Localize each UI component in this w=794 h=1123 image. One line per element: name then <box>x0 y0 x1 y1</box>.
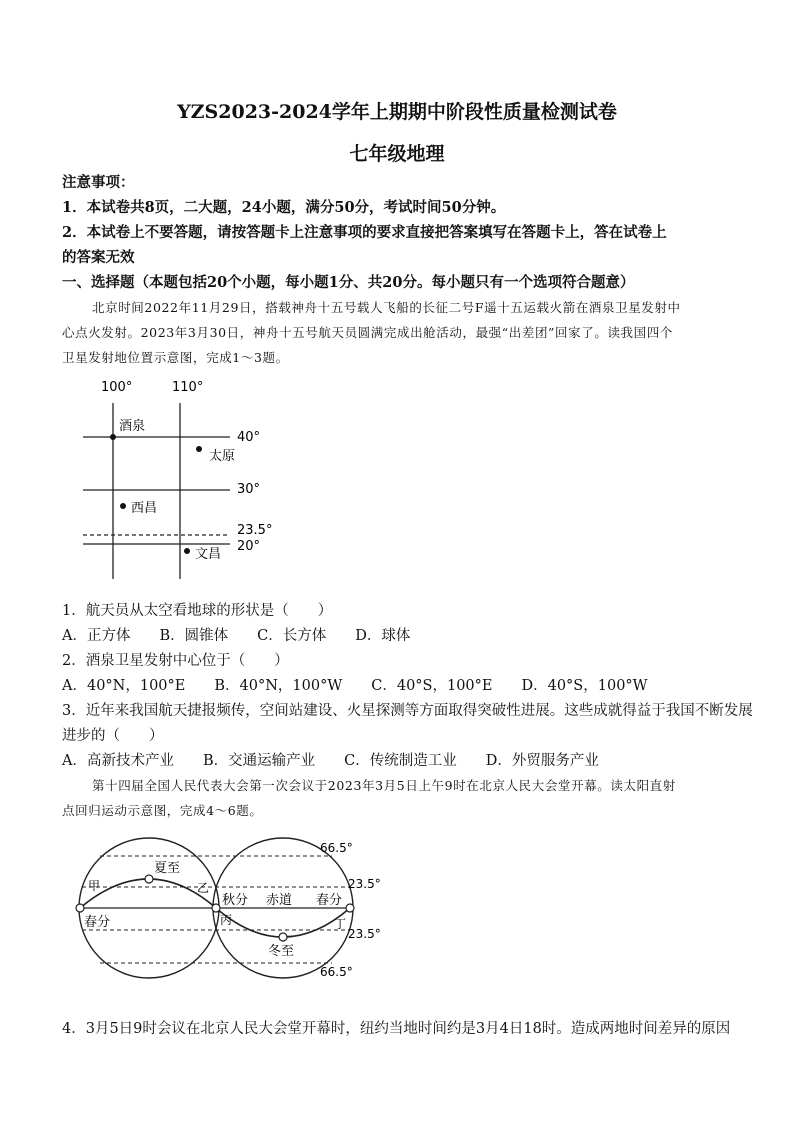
section-heading: 一、选择题（本题包括20个小题，每小题1分、共20分。每小题只有一个选项符合题意） <box>62 274 635 291</box>
map-lon-110: 110° <box>172 380 204 395</box>
orbit-summer-label: 夏至 <box>154 861 181 876</box>
passage-2-line-1: 第十四届全国人民代表大会第一次会议于2023年3月5日上午9时在北京人民大会堂开幕。读太阳直射 <box>92 778 676 793</box>
orbit-marker-yi: 乙 <box>197 881 210 895</box>
passage-2-line-2: 点回归运动示意图，完成4～6题。 <box>62 803 263 818</box>
orbit-marker-bing: 丙 <box>220 913 233 927</box>
orbit-equator-label: 赤道 <box>266 893 293 908</box>
orbit-lat-23-5-bottom: 23.5° <box>348 927 381 941</box>
question-2-options: A．40°N，100°E B．40°N，100°W C．40°S，100°E D．40°S，100°W <box>62 678 648 694</box>
exam-subtitle: 七年级地理 <box>349 143 445 165</box>
taiyuan-marker <box>196 446 202 452</box>
question-2: 2．酒泉卫星发射中心位于（ ） <box>62 653 289 669</box>
jiuquan-label: 酒泉 <box>119 419 146 434</box>
question-3-options: A．高新技术产业 B．交通运输产业 C．传统制造工业 D．外贸服务产业 <box>62 753 599 769</box>
wenchang-label: 文昌 <box>195 547 222 562</box>
question-3-line-2: 进步的（ ） <box>62 728 164 744</box>
note-item-2-line-2: 的答案无效 <box>62 249 135 266</box>
xichang-label: 西昌 <box>131 501 158 516</box>
orbit-marker-jia: 甲 <box>88 879 101 893</box>
orbit-spring-left-label: 春分 <box>84 915 111 930</box>
question-1-options: A．正方体 B．圆锥体 C．长方体 D．球体 <box>62 628 411 644</box>
passage-1-line-1: 北京时间2022年11月29日，搭载神舟十五号载人飞船的长征二号F遥十五运载火箭在酒泉卫星发射中 <box>92 300 681 315</box>
map-lat-40: 40° <box>237 430 261 445</box>
map-lon-100: 100° <box>101 380 133 395</box>
orbit-lat-66-5-bottom: 66.5° <box>320 965 353 979</box>
note-item-1: 1．本试卷共8页，二大题，24小题，满分50分，考试时间50分钟。 <box>62 199 506 216</box>
map-lat-23-5: 23.5° <box>237 523 273 538</box>
map-lat-30: 30° <box>237 482 261 497</box>
passage-1-line-2: 心点火发射。2023年3月30日，神舟十五号航天员圆满完成出舱活动，最强“出差团”回家了。读我国四个 <box>62 325 673 340</box>
taiyuan-label: 太原 <box>209 449 236 464</box>
exam-title: YZS2023-2024学年上期期中阶段性质量检测试卷 <box>177 101 617 123</box>
question-4: 4．3月5日9时会议在北京人民大会堂开幕时，纽约当地时间约是3月4日18时。造成两地时间差异的原因 <box>62 1021 731 1037</box>
question-1: 1．航天员从太空看地球的形状是（ ） <box>62 603 333 619</box>
notes-heading: 注意事项： <box>62 174 135 191</box>
wenchang-marker <box>184 548 190 554</box>
solar-orbit-diagram <box>70 828 390 988</box>
orbit-autumn-label: 秋分 <box>222 893 249 908</box>
note-item-2-line-1: 2．本试卷上不要答题，请按答题卡上注意事项的要求直接把答案填写在答题卡上，答在试卷上 <box>62 224 667 241</box>
orbit-spring-right-label: 春分 <box>316 893 343 908</box>
xichang-marker <box>120 503 126 509</box>
jiuquan-marker <box>110 434 116 440</box>
orbit-lat-66-5-top: 66.5° <box>320 841 353 855</box>
orbit-marker-ding: 丁 <box>334 917 347 931</box>
passage-1-line-3: 卫星发射地位置示意图，完成1～3题。 <box>62 350 289 365</box>
orbit-lat-23-5-top: 23.5° <box>348 877 381 891</box>
question-3-line-1: 3．近年来我国航天捷报频传，空间站建设、火星探测等方面取得突破性进展。这些成就得益于我国不断发展 <box>62 703 753 719</box>
launch-site-map <box>75 375 285 585</box>
map-lat-20: 20° <box>237 539 261 554</box>
orbit-winter-label: 冬至 <box>268 944 295 959</box>
